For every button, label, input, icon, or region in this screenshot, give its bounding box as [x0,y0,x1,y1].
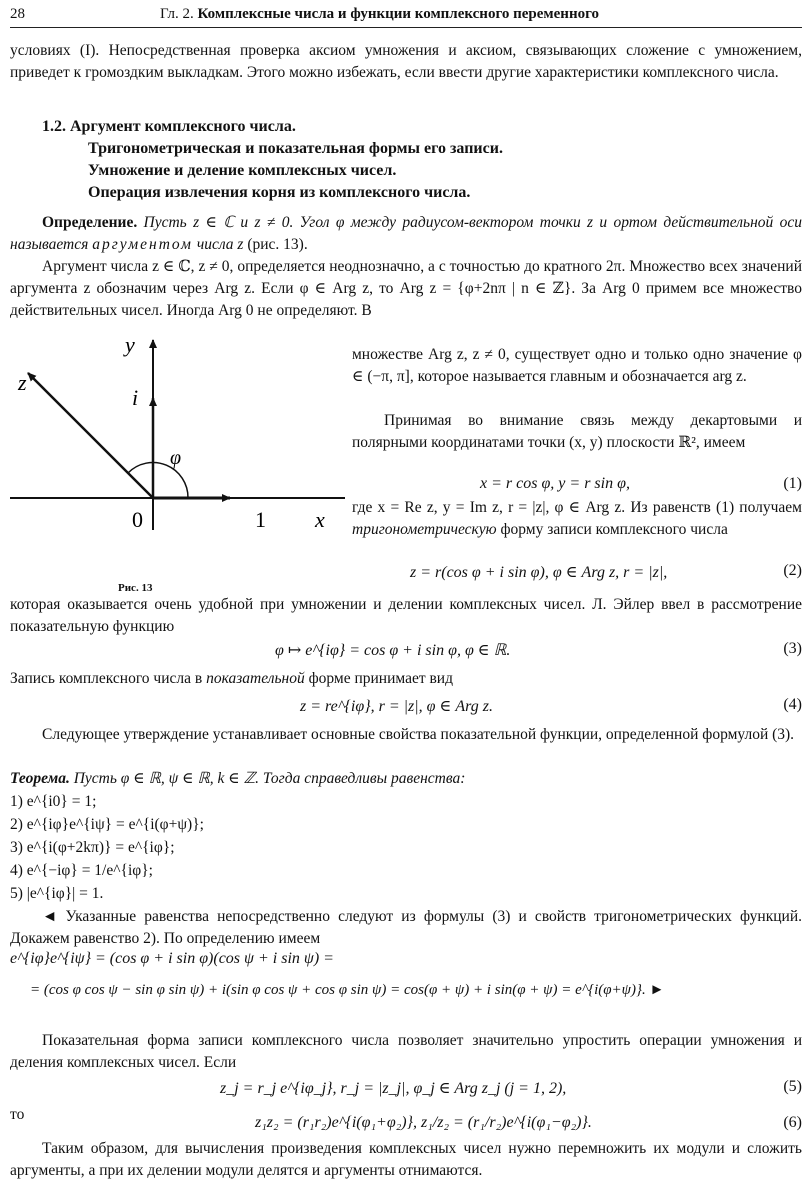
properties-paragraph: Следующее утверждение устанавливает основные свойства показательной функции, определенной формулой (3). [42,726,795,743]
label-z: z [18,370,27,395]
equation-6: z₁z₂ = (r₁r₂)e^{i(φ₁+φ₂)}, z₁/z₂ = (r₁/r₂)e^{i(φ₁−φ₂)}. [255,1114,592,1131]
section-number: 1.2. [42,118,66,135]
wrap-paragraph-c: где x = Re z, y = Im z, r = |z|, φ ∈ Arg z. Из равенств (1) получаем тригонометрическую форму записи комплексного числа [352,499,802,538]
proof-equation-1: e^{iφ}e^{iψ} = (cos φ + i sin φ)(cos ψ + i sin ψ) = [10,950,334,967]
figure-13 [10,330,350,580]
label-origin: 0 [132,507,143,532]
figure-caption: Рис. 13 [118,582,153,594]
section-heading: 1.2. Аргумент комплексного числа. Тригонометрическая и показательная формы его записи. Умножение и деление комплексных чисел. Операция извлечения корня из комплексного числа. [42,118,503,201]
equation-4-number: (4) [783,696,802,713]
page-number: 28 [10,6,25,22]
proof-paragraph: ◄ Указанные равенства непосредственно следуют из формулы (3) и свойств тригонометрических функций. Докажем равенство 2). По определению имеем [10,908,802,947]
list-item: 1) e^{i0} = 1; [10,793,97,810]
chapter-heading: Гл. 2. Комплексные числа и функции комплексного переменного [160,6,600,22]
equation-2-number: (2) [783,562,802,579]
label-x: x [315,507,325,532]
list-item: 2) e^{iφ}e^{iψ} = e^{i(φ+ψ)}; [10,816,204,833]
exp-form-paragraph: Запись комплексного числа в показательной форме принимает вид [10,670,453,687]
conclusion-paragraph: Таким образом, для вычисления произведения комплексных чисел нужно перемножить их модули и сложить аргументы, а при их делении модули делятся и аргументы отнимаются. [10,1140,802,1179]
chapter-title: Комплексные числа и функции комплексного переменного [197,6,600,22]
definition: Определение. Пусть z ∈ ℂ и z ≠ 0. Угол φ между радиусом-вектором точки z и ортом действительной оси называется аргументом числа z (рис. 13). [10,214,802,253]
label-i: i [132,385,139,410]
equation-5: z_j = r_j e^{iφ_j}, r_j = |z_j|, φ_j ∈ Arg z_j (j = 1, 2), [220,1080,567,1097]
label-y: y [125,332,135,357]
multiplication-paragraph: Показательная форма записи комплексного числа позволяет значительно упростить операции умножения и деления комплексных чисел. Если [10,1032,802,1071]
label-one: 1 [255,507,266,532]
equation-3: φ ↦ e^{iφ} = cos φ + i sin φ, φ ∈ ℝ. [275,642,511,659]
equation-3-number: (3) [783,640,802,657]
header-rule [10,27,802,28]
theorem: Теорема. Пусть φ ∈ ℝ, ψ ∈ ℝ, k ∈ ℤ. Тогда справедливы равенства: [10,770,466,787]
intro-paragraph: условиях (I). Непосредственная проверка аксиом умножения и аксиом, связывающих сложение с умножением, приведет к громоздким выкладкам. Этого можно избежать, если ввести другие характеристики комплексного числа. [10,42,802,81]
then-word: то [10,1106,25,1123]
definition-term: аргументом [92,236,193,253]
running-header [10,6,802,26]
equation-5-number: (5) [783,1078,802,1095]
list-item: 5) |e^{iφ}| = 1. [10,885,104,902]
wrap-paragraph-b: Принимая во внимание связь между декартовыми и полярными координатами точки (x, y) плоскости ℝ², имеем [352,412,802,451]
equation-6-number: (6) [783,1114,802,1131]
equation-1-number: (1) [783,475,802,492]
list-item: 3) e^{i(φ+2kπ)} = e^{iφ}; [10,839,175,856]
wrap-paragraph-a: множестве Arg z, z ≠ 0, существует одно и только одно значение φ ∈ (−π, π], которое называется главным и обозначается arg z. [352,346,802,385]
equation-1: x = r cos φ, y = r sin φ, [480,475,630,492]
proof-equation-2: = (cos φ cos ψ − sin φ sin ψ) + i(sin φ cos ψ + cos φ sin ψ) = cos(φ + ψ) + i sin(φ + ψ) = e^{i(φ+ψ)}. ► [30,982,665,998]
euler-paragraph: которая оказывается очень удобной при умножении и делении комплексных чисел. Л. Эйлер ввел в рассмотрение показательную функцию [10,596,802,635]
label-phi: φ [170,447,182,469]
argument-paragraph: Аргумент числа z ∈ ℂ, z ≠ 0, определяется неоднозначно, а с точностью до кратного 2π. Множество всех значений аргумента z обозначим через Arg z. Если φ ∈ Arg z, то Arg z = {φ+2nπ | n ∈ ℤ}. За Arg 0 примем все множество действительных чисел. Иногда Arg 0 не определяют. В [10,258,802,319]
theorem-label: Теорема. [10,770,70,787]
definition-label: Определение. [42,214,138,231]
list-item: 4) e^{−iφ} = 1/e^{iφ}; [10,862,153,879]
theorem-list [10,790,802,905]
equation-4: z = re^{iφ}, r = |z|, φ ∈ Arg z. [300,698,493,715]
equation-2: z = r(cos φ + i sin φ), φ ∈ Arg z, r = |z|, [410,564,668,581]
